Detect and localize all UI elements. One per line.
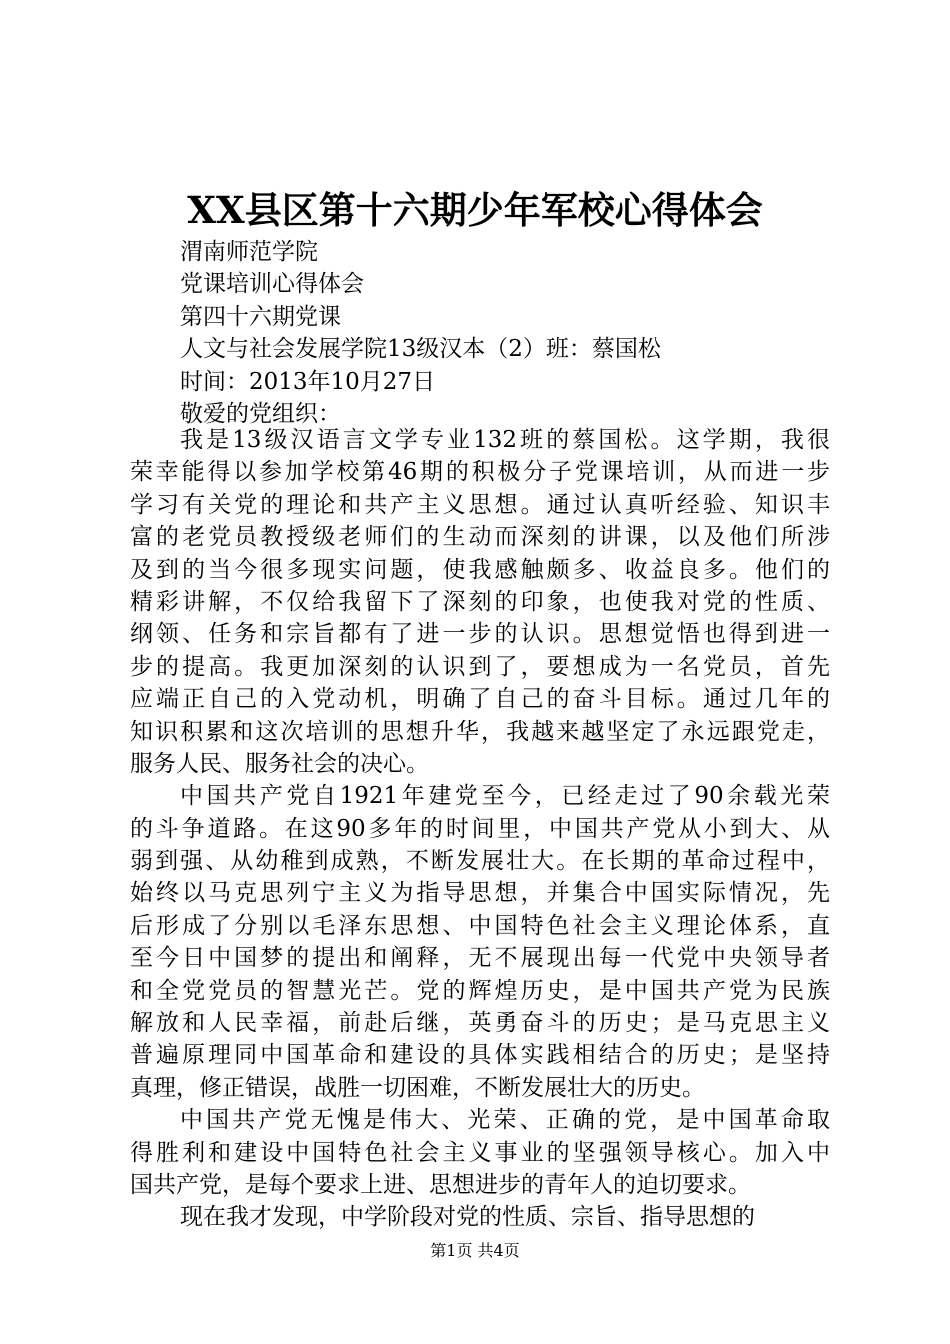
header-line-salutation: 敬爱的党组织： — [180, 400, 341, 427]
paragraph-line: 解放和人民幸福，前赴后继，英勇奋斗的历史；是马克思主义 — [130, 1010, 830, 1037]
paragraph-line: 知识积累和这次培训的思想升华，我越来越坚定了永远跟党走， — [130, 718, 830, 745]
header-line-school: 渭南师范学院 — [180, 239, 318, 265]
header-line-subject: 党课培训心得体会 — [180, 271, 364, 298]
paragraph — [130, 780, 830, 1104]
paragraph-line: 荣幸能得以参加学校第46期的积极分子党课培训，从而进一步 — [130, 459, 830, 486]
header-block — [180, 236, 661, 430]
paragraph — [130, 424, 830, 780]
paragraph-line: 步的提高。我更加深刻的认识到了，要想成为一名党员，首先 — [130, 653, 830, 680]
paragraph-line: 始终以马克思列宁主义为指导思想，并集合中国实际情况，先 — [130, 880, 830, 907]
paragraph-line: 及到的当今很多现实问题，使我感触颇多、收益良多。他们的 — [130, 556, 830, 583]
paragraph-line: 中国共产党自1921年建党至今，已经走过了90余载光荣 — [180, 783, 830, 810]
page-footer: 第1页 共4页 — [430, 1241, 520, 1260]
document-title: XX县区第十六期少年军校心得体会 — [187, 188, 763, 232]
paragraph-line: 应端正自己的入党动机，明确了自己的奋斗目标。通过几年的 — [130, 686, 830, 713]
paragraph-line: 和全党党员的智慧光芒。党的辉煌历史，是中国共产党为民族 — [130, 977, 830, 1004]
paragraph-line: 我是13级汉语言文学专业132班的蔡国松。这学期，我很 — [180, 427, 830, 453]
header-line-author: 人文与社会发展学院13级汉本（2）班：蔡国松 — [180, 336, 661, 363]
body-text — [130, 424, 830, 1234]
paragraph-line: 弱到强、从幼稚到成熟，不断发展壮大。在长期的革命过程中， — [130, 848, 830, 875]
paragraph-line: 纲领、任务和宗旨都有了进一步的认识。思想觉悟也得到进一 — [130, 621, 830, 648]
paragraph-line: 至今日中国梦的提出和阐释，无不展现出每一代党中央领导者 — [130, 945, 830, 972]
paragraph-line: 真理，修正错误，战胜一切困难，不断发展壮大的历史。 — [130, 1074, 705, 1101]
paragraph-line: 学习有关党的理论和共产主义思想。通过认真听经验、知识丰 — [130, 491, 830, 518]
paragraph-line: 中国共产党无愧是伟大、光荣、正确的党，是中国革命取 — [180, 1107, 830, 1134]
paragraph-line: 国共产党，是每个要求上进、思想进步的青年人的迫切要求。 — [130, 1171, 751, 1198]
paragraph — [130, 1104, 830, 1201]
paragraph-line: 现在我才发现，中学阶段对党的性质、宗旨、指导思想的 — [180, 1204, 755, 1231]
header-line-date: 时间：2013年10月27日 — [180, 368, 436, 395]
paragraph-line: 精彩讲解，不仅给我留下了深刻的印象，也使我对党的性质、 — [130, 588, 830, 615]
paragraph — [130, 1201, 830, 1233]
paragraph-line: 得胜利和建设中国特色社会主义事业的坚强领导核心。加入中 — [130, 1139, 830, 1166]
paragraph-line: 富的老党员教授级老师们的生动而深刻的讲课，以及他们所涉 — [130, 524, 830, 551]
paragraph-line: 后形成了分别以毛泽东思想、中国特色社会主义理论体系，直 — [130, 912, 830, 939]
header-line-session: 第四十六期党课 — [180, 303, 341, 330]
paragraph-line: 服务人民、服务社会的决心。 — [130, 750, 429, 777]
paragraph-line: 的斗争道路。在这90多年的时间里，中国共产党从小到大、从 — [130, 815, 830, 842]
paragraph-line: 普遍原理同中国革命和建设的具体实践相结合的历史；是坚持 — [130, 1042, 830, 1069]
